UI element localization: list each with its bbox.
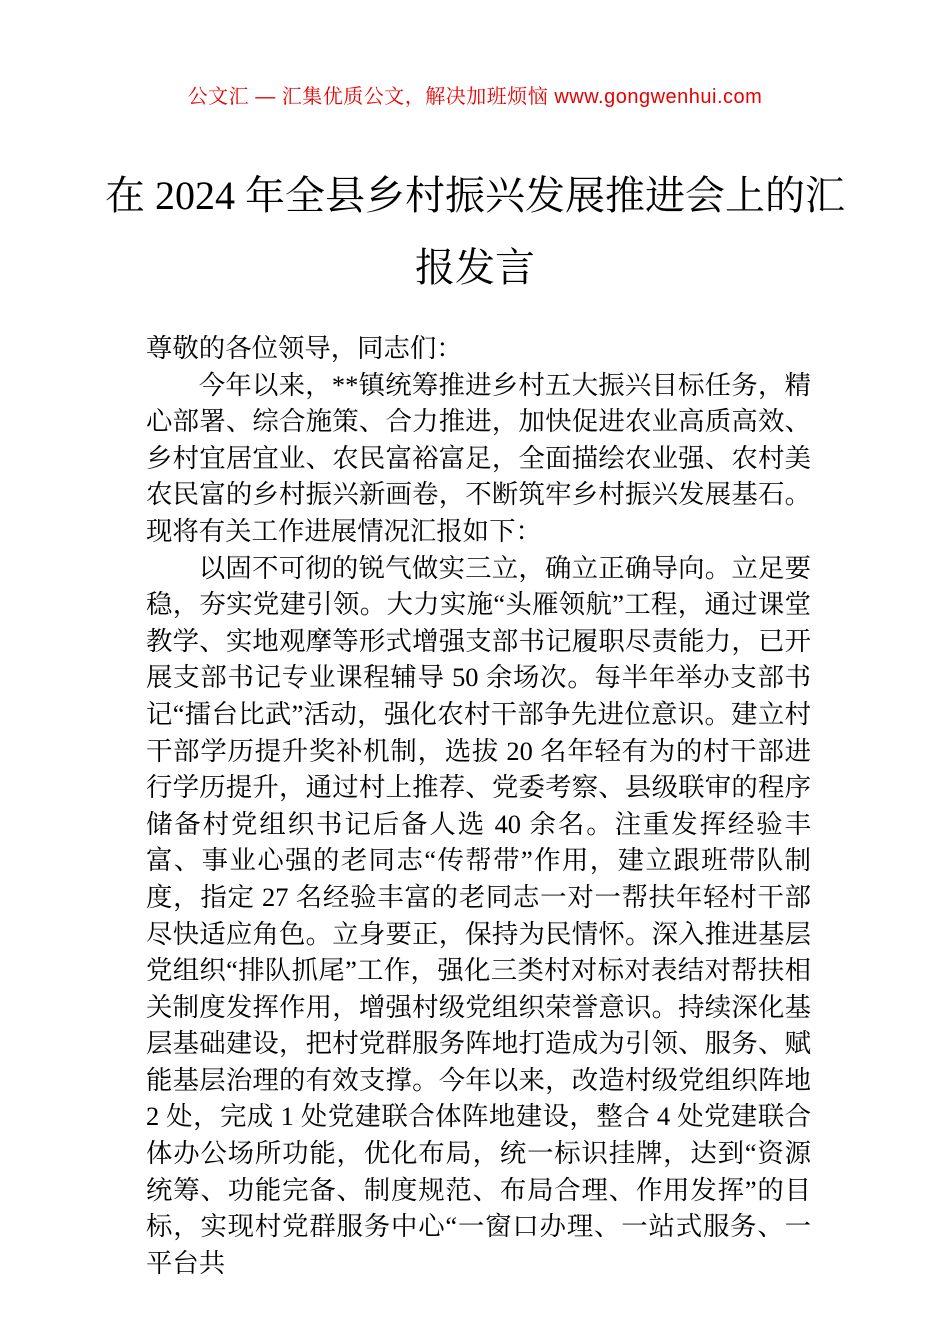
document-body: [146, 330, 811, 1281]
title-line-1: 在 2024 年全县乡村振兴发展推进会上的汇: [105, 173, 845, 218]
paragraph-intro: 今年以来，**镇统筹推进乡村五大振兴目标任务，精心部署、综合施策、合力推进，加快促进农业高质高效、乡村宜居宜业、农民富裕富足，全面描绘农业强、农村美农民富的乡村振兴新画卷，不断筑牢乡村振兴发展基石。现将有关工作进展情况汇报如下：: [146, 369, 811, 546]
document-title: [0, 160, 950, 304]
promo-banner: 公文汇 — 汇集优质公文，解决加班烦恼 www.gongwenhui.com: [187, 86, 763, 108]
title-line-2: 报发言: [415, 245, 535, 290]
salutation: 尊敬的各位领导，同志们：: [146, 333, 463, 363]
paragraph-section-1: 以固不可彻的锐气做实三立，确立正确导向。立足要稳，夯实党建引领。大力实施“头雁领航”工程，通过课堂教学、实地观摩等形式增强支部书记履职尽责能力，已开展支部书记专业课程辅导 50 余场次。每半年举办支部书记“擂台比武”活动，强化农村干部争先进位意识。建立村干部学历提升奖补机制，选拔 20 名年轻有为的村干部进行学历提升，通过村上推荐、党委考察、县级联审的程序储备村党组织书记后备人选 40 余名。注重发挥经验丰富、事业心强的老同志“传帮带”作用，建立跟班带队制度，指定 27 名经验丰富的老同志一对一帮扶年轻村干部尽快适应角色。立身要正，保持为民情怀。深入推进基层党组织“排队抓尾”工作，强化三类村对标对表结对帮扶相关制度发挥作用，增强村级党组织荣誉意识。持续深化基层基础建设，把村党群服务阵地打造成为引领、服务、赋能基层治理的有效支撑。今年以来，改造村级党组织阵地 2 处，完成 1 处党建联合体阵地建设，整合 4 处党建联合体办公场所功能，优化布局，统一标识挂牌，达到“资源统筹、功能完备、制度规范、布局合理、作用发挥”的目标，实现村党群服务中心“一窗口办理、一站式服务、一平台共: [146, 552, 811, 1278]
